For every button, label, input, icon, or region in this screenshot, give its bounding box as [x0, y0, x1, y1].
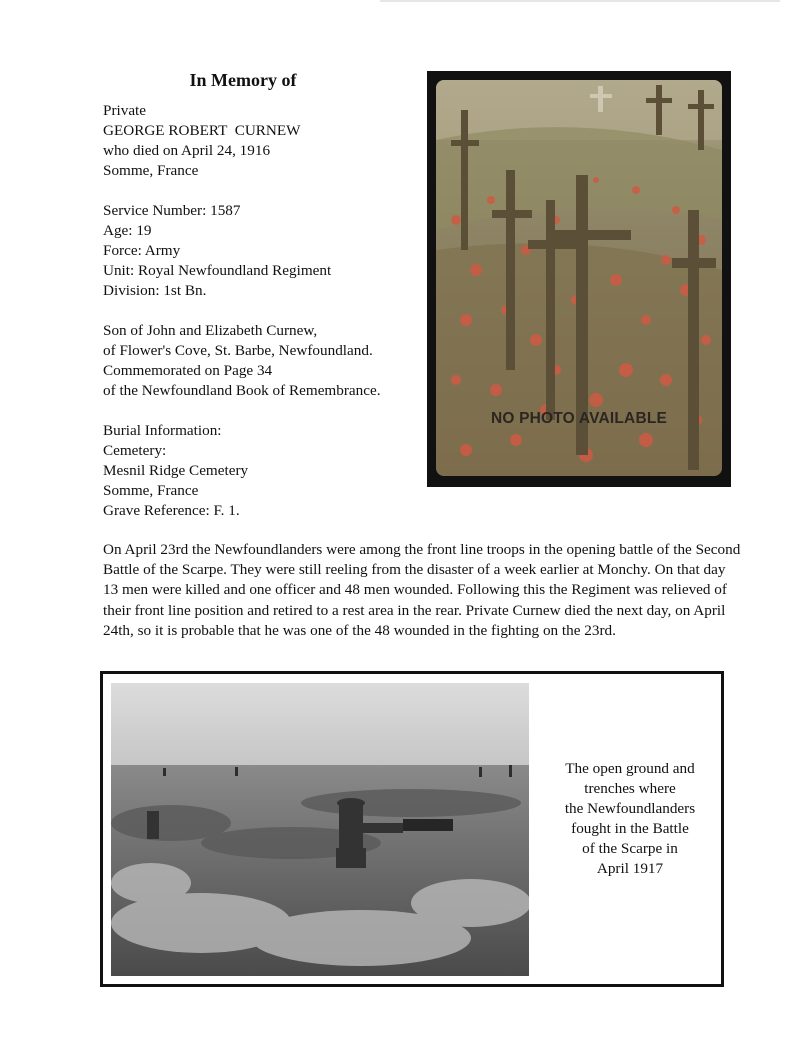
battle-narrative: On April 23rd the Newfoundlanders were among the front line troops in the opening battle of the Second Battle of the Scarpe. They were still reeling from the disaster of a week earlier at Monchy. On that day 13 men were killed and one officer and 48 men wounded. Following this the Regiment was relieved of their front line position and retired to a rest area in the rear. Private Curnew died the next day, on April 24th, so it is probable that he was one of the 48 wounded in the fighting on the 23rd.	[103, 541, 741, 639]
hometown: of Flower's Cove, St. Barbe, Newfoundland.	[103, 342, 373, 359]
cemetery-name: Mesnil Ridge Cemetery	[103, 462, 249, 479]
cemetery-label: Cemetery:	[103, 442, 167, 459]
grave-reference: Grave Reference: F. 1.	[103, 502, 240, 519]
spacer	[103, 401, 423, 421]
burial-heading: Burial Information:	[103, 422, 222, 439]
caption-line: the Newfoundlanders	[564, 800, 696, 817]
battlefield-photo	[111, 683, 529, 976]
book-of-remembrance: of the Newfoundland Book of Remembrance.	[103, 382, 381, 399]
soldier-details	[103, 101, 423, 521]
photo-caption	[541, 759, 719, 879]
force: Force: Army	[103, 242, 181, 259]
no-photo-placeholder	[427, 71, 731, 487]
top-divider	[380, 0, 780, 2]
battle-photo-panel	[100, 671, 724, 987]
service-number: Service Number: 1587	[103, 202, 241, 219]
page-title: In Memory of	[189, 70, 297, 90]
division: Division: 1st Bn.	[103, 282, 207, 299]
caption-line: The open ground and	[565, 760, 695, 777]
soldier-name: GEORGE ROBERT CURNEW	[103, 122, 301, 139]
no-photo-label: NO PHOTO AVAILABLE	[490, 410, 668, 427]
parents: Son of John and Elizabeth Curnew,	[103, 322, 318, 339]
cemetery-place: Somme, France	[103, 482, 199, 499]
caption-line: trenches where	[584, 780, 676, 797]
spacer	[103, 181, 423, 201]
caption-line: of the Scarpe in	[582, 840, 678, 857]
rank: Private	[103, 102, 147, 119]
caption-line: fought in the Battle	[571, 820, 689, 837]
age: Age: 19	[103, 222, 152, 239]
death-date: who died on April 24, 1916	[103, 142, 271, 159]
poppy-field-painting	[436, 80, 722, 476]
death-place: Somme, France	[103, 162, 199, 179]
unit: Unit: Royal Newfoundland Regiment	[103, 262, 332, 279]
spacer	[103, 301, 423, 321]
commemoration-page: Commemorated on Page 34	[103, 362, 273, 379]
caption-line: April 1917	[596, 860, 664, 877]
